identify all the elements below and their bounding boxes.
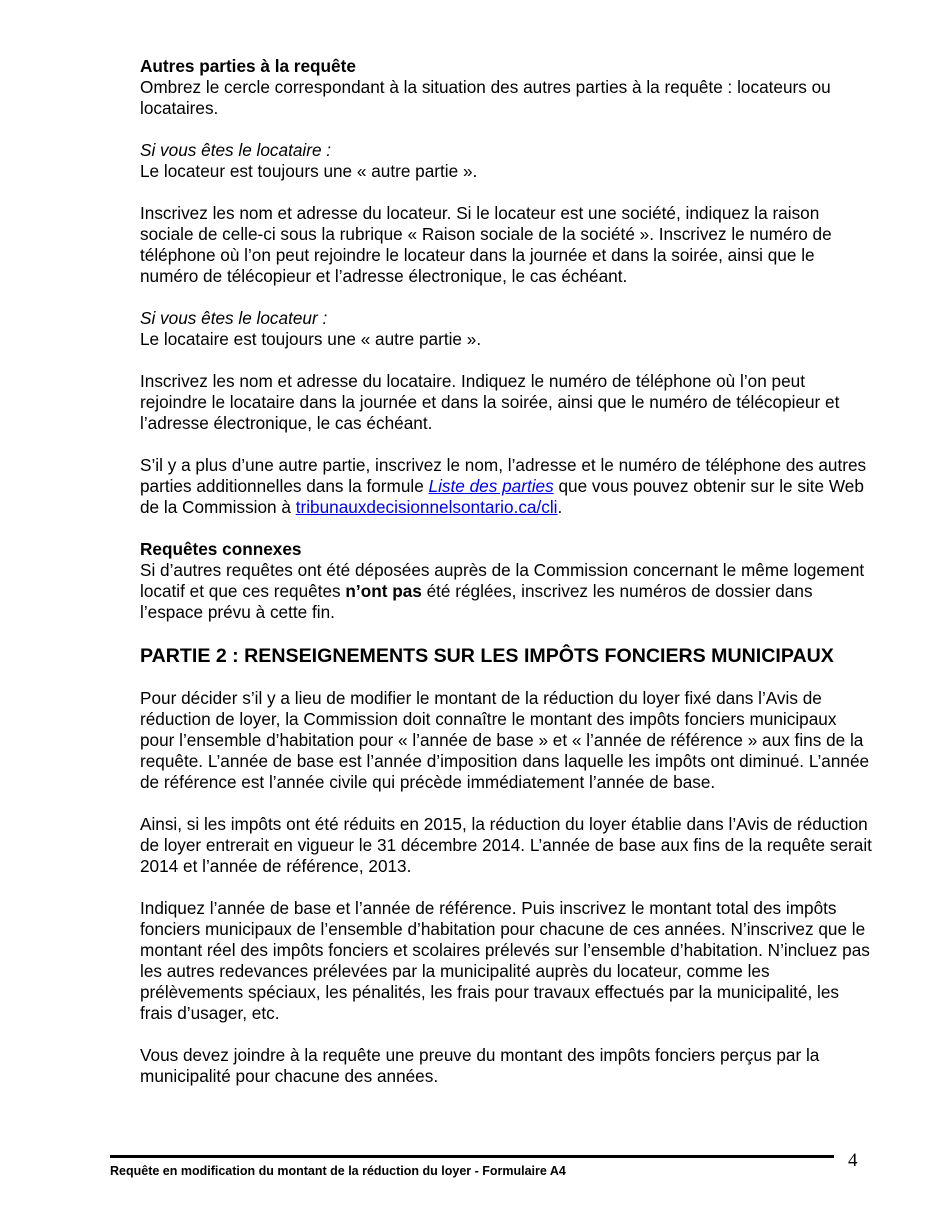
page-number: 4 xyxy=(848,1150,858,1171)
text: que vous pouvez obtenir sur le site Web de la Commission à xyxy=(140,476,864,517)
paragraph xyxy=(140,560,872,623)
page-content xyxy=(140,56,872,1108)
footer-divider xyxy=(110,1155,834,1158)
part-2-title: PARTIE 2 : RENSEIGNEMENTS SUR LES IMPÔTS FONCIERS MUNICIPAUX xyxy=(140,645,834,667)
section-title-related-applications: Requêtes connexes xyxy=(140,539,302,559)
text: S’il y a plus d’une autre partie, inscrivez le nom, l’adresse et le numéro de téléphone des autres parties additionnelles dans la formule xyxy=(140,455,867,496)
link-website[interactable]: tribunauxdecisionnelsontario.ca/cli xyxy=(295,497,558,517)
link-list-of-parties[interactable]: Liste des parties xyxy=(428,476,554,496)
paragraph-multiple-parties xyxy=(140,455,872,518)
paragraph: Le locataire est toujours une « autre partie ». xyxy=(140,329,482,349)
paragraph: Ombrez le cercle correspondant à la situation des autres parties à la requête : locateurs ou locataires. xyxy=(140,77,831,118)
subheading-landlord: Si vous êtes le locateur : xyxy=(140,308,328,328)
footer-text: Requête en modification du montant de la réduction du loyer - Formulaire A4 xyxy=(110,1164,566,1178)
section-title-other-parties: Autres parties à la requête xyxy=(140,56,356,76)
subheading-tenant: Si vous êtes le locataire : xyxy=(140,140,332,160)
text: Si d’autres requêtes ont été déposées auprès de la Commission concernant le même logement locatif et que ces requêtes xyxy=(140,560,865,601)
paragraph: Indiquez l’année de base et l’année de référence. Puis inscrivez le montant total des impôts fonciers municipaux de l’ensemble d’habitation pour chacune de ces années. N’inscrivez que le montant réel des impôts fonciers et scolaires prélevés sur l’ensemble d’habitation. N’incluez pas les autres redevances prélevées par la municipalité auprès du locateur, comme les prélèvements spéciaux, les pénalités, les frais pour travaux effectués par la municipalité, les frais d’usager, etc. xyxy=(140,898,870,1023)
paragraph: Le locateur est toujours une « autre partie ». xyxy=(140,161,478,181)
text: été réglées, inscrivez les numéros de dossier dans l’espace prévu à cette fin. xyxy=(140,581,813,622)
paragraph: Inscrivez les nom et adresse du locataire. Indiquez le numéro de téléphone où l’on peut rejoindre le locataire dans la journée et dans la soirée, ainsi que le numéro de télécopieur et l’adresse électronique, le cas échéant. xyxy=(140,371,840,433)
paragraph: Vous devez joindre à la requête une preuve du montant des impôts fonciers perçus par la municipalité pour chacune des années. xyxy=(140,1045,820,1086)
bold-text: n’ont pas xyxy=(345,581,422,601)
paragraph: Pour décider s’il y a lieu de modifier le montant de la réduction du loyer fixé dans l’Avis de réduction de loyer, la Commission doit connaître le montant des impôts fonciers municipaux pour l’ensemble d’habitation pour « l’année de base » et « l’année de référence » aux fins de la requête. L’année de base est l’année d’imposition dans laquelle les impôts ont diminué. L’année de référence est l’année civile qui précède immédiatement l’année de base. xyxy=(140,688,870,792)
paragraph: Inscrivez les nom et adresse du locateur. Si le locateur est une société, indiquez la raison sociale de celle-ci sous la rubrique « Raison sociale de la société ». Inscrivez le numéro de téléphone où l’on peut rejoindre le locateur dans la journée et dans la soirée, ainsi que le numéro de télécopieur et l’adresse électronique, le cas échéant. xyxy=(140,203,832,286)
paragraph: Ainsi, si les impôts ont été réduits en 2015, la réduction du loyer établie dans l’Avis de réduction de loyer entrerait en vigueur le 31 décembre 2014. L’année de base aux fins de la requête serait 2014 et l’année de référence, 2013. xyxy=(140,814,872,876)
text: . xyxy=(557,497,563,517)
